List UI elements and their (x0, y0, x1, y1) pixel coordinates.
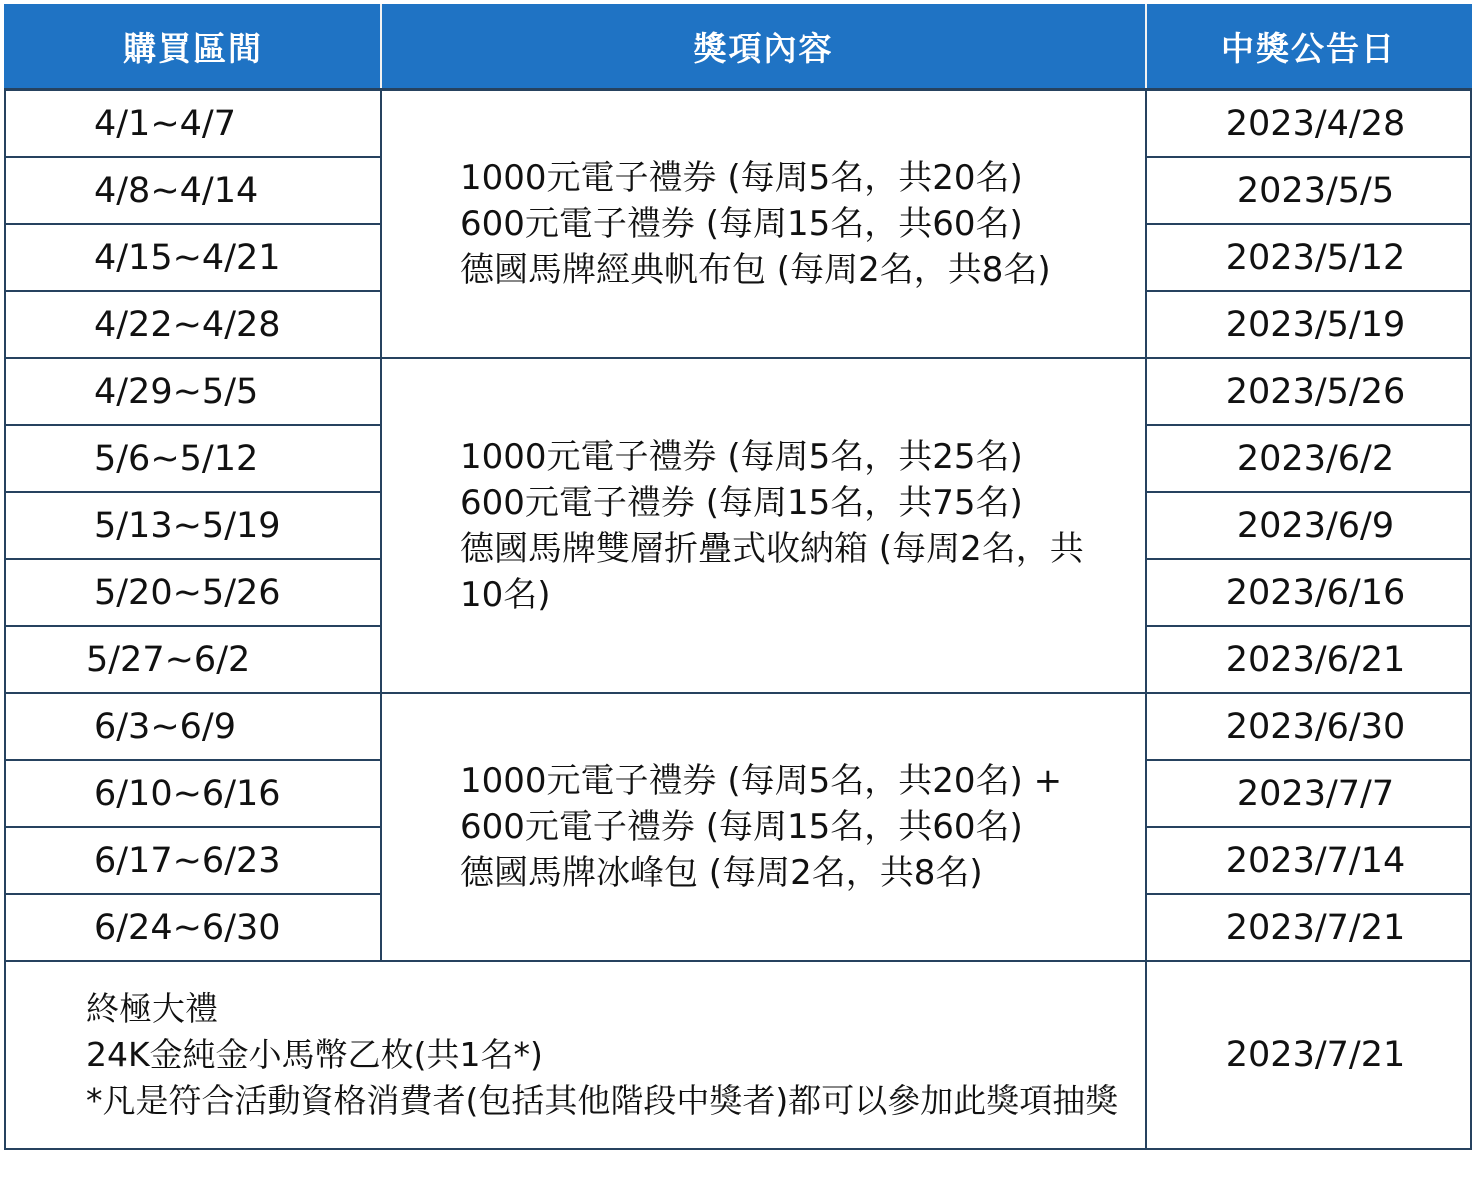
prize-line: 德國馬牌冰峰包 (每周2名，共8名) (460, 853, 983, 893)
prize-line: 德國馬牌經典帆布包 (每周2名，共8名) (460, 250, 1051, 290)
announce-date: 2023/6/2 (1146, 425, 1471, 492)
grand-prize-title: 終極大禮 (86, 989, 218, 1028)
purchase-period: 4/22~4/28 (5, 291, 381, 358)
prize-line: 1000元電子禮券 (每周5名，共20名) + (460, 761, 1063, 801)
prize-line: 德國馬牌雙層折疊式收納箱 (每周2名，共10名) (460, 528, 1084, 615)
grand-prize-note: *凡是符合活動資格消費者(包括其他階段中獎者)都可以參加此獎項抽獎 (86, 1081, 1119, 1120)
announce-date: 2023/7/14 (1146, 827, 1471, 894)
purchase-period: 4/8~4/14 (5, 157, 381, 224)
grand-prize-announce-date: 2023/7/21 (1146, 961, 1471, 1149)
grand-prize-content (5, 961, 1146, 1149)
purchase-period: 4/15~4/21 (5, 224, 381, 291)
announce-date: 2023/5/19 (1146, 291, 1471, 358)
prize-line: 600元電子禮券 (每周15名，共60名) (460, 204, 1023, 244)
header-announce-date: 中獎公告日 (1146, 4, 1471, 90)
grand-prize-row (5, 961, 1471, 1149)
prize-schedule-table (4, 4, 1472, 1150)
announce-date: 2023/5/12 (1146, 224, 1471, 291)
announce-date: 2023/6/9 (1146, 492, 1471, 559)
announce-date: 2023/5/26 (1146, 358, 1471, 425)
purchase-period: 4/29~5/5 (5, 358, 381, 425)
purchase-period: 6/10~6/16 (5, 760, 381, 827)
purchase-period: 5/27~6/2 (5, 626, 381, 693)
purchase-period: 6/24~6/30 (5, 894, 381, 961)
table-row (5, 358, 1471, 425)
table-row (5, 693, 1471, 760)
prize-line: 1000元電子禮券 (每周5名，共25名) (460, 436, 1023, 477)
prize-line: 1000元電子禮券 (每周5名，共20名) (460, 158, 1023, 198)
purchase-period: 5/6~5/12 (5, 425, 381, 492)
grand-prize-item: 24K金純金小馬幣乙枚(共1名*) (86, 1035, 543, 1074)
announce-date: 2023/7/21 (1146, 894, 1471, 961)
announce-date: 2023/6/21 (1146, 626, 1471, 693)
purchase-period: 6/3~6/9 (5, 693, 381, 760)
announce-date: 2023/6/16 (1146, 559, 1471, 626)
announce-date: 2023/4/28 (1146, 90, 1471, 158)
header-prize: 獎項內容 (381, 4, 1146, 90)
purchase-period: 4/1~4/7 (5, 90, 381, 158)
purchase-period: 6/17~6/23 (5, 827, 381, 894)
prize-line: 600元電子禮券 (每周15名，共75名) (460, 482, 1023, 523)
announce-date: 2023/6/30 (1146, 693, 1471, 760)
prize-content-group-3 (381, 693, 1146, 961)
purchase-period: 5/20~5/26 (5, 559, 381, 626)
prize-content-group-2 (381, 358, 1146, 693)
table-row (5, 90, 1471, 158)
announce-date: 2023/7/7 (1146, 760, 1471, 827)
prize-content-group-1 (381, 90, 1146, 359)
announce-date: 2023/5/5 (1146, 157, 1471, 224)
header-row (5, 4, 1471, 90)
purchase-period: 5/13~5/19 (5, 492, 381, 559)
header-period: 購買區間 (5, 4, 381, 90)
prize-line: 600元電子禮券 (每周15名，共60名) (460, 807, 1023, 847)
